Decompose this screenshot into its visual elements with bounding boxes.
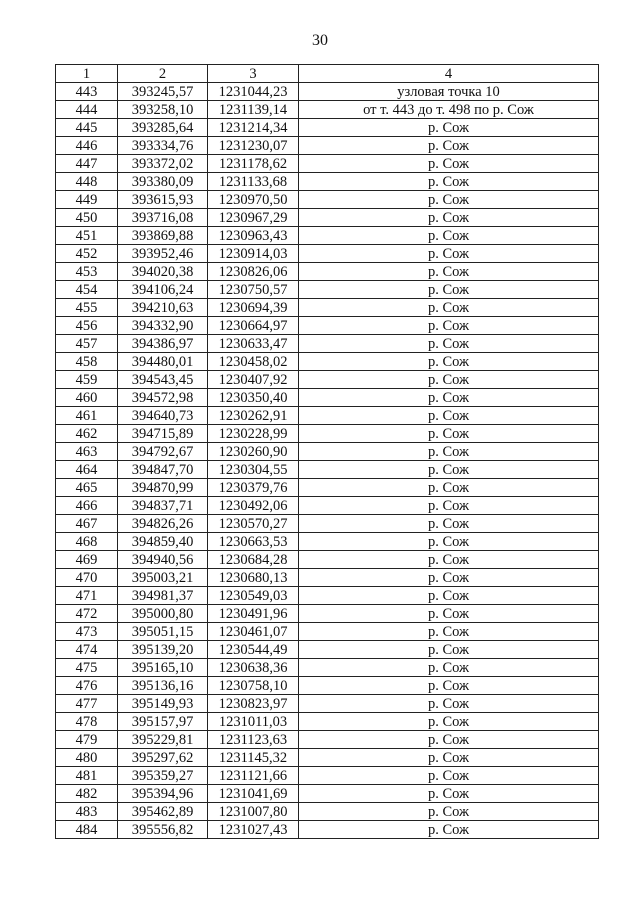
cell-description: р. Сож bbox=[299, 155, 599, 173]
cell-x-coordinate: 393334,76 bbox=[118, 137, 208, 155]
cell-x-coordinate: 395394,96 bbox=[118, 785, 208, 803]
cell-x-coordinate: 395136,16 bbox=[118, 677, 208, 695]
cell-description: р. Сож bbox=[299, 749, 599, 767]
cell-description: р. Сож bbox=[299, 713, 599, 731]
cell-x-coordinate: 395051,15 bbox=[118, 623, 208, 641]
table-row bbox=[56, 533, 599, 551]
cell-point-number: 473 bbox=[56, 623, 118, 641]
cell-x-coordinate: 394106,24 bbox=[118, 281, 208, 299]
header-point-number: 1 bbox=[56, 65, 118, 83]
cell-x-coordinate: 393245,57 bbox=[118, 83, 208, 101]
cell-description: р. Сож bbox=[299, 605, 599, 623]
table-row bbox=[56, 281, 599, 299]
cell-description: р. Сож bbox=[299, 209, 599, 227]
cell-point-number: 458 bbox=[56, 353, 118, 371]
cell-description: р. Сож bbox=[299, 479, 599, 497]
cell-description: р. Сож bbox=[299, 317, 599, 335]
cell-y-coordinate: 1231011,03 bbox=[208, 713, 299, 731]
table-row bbox=[56, 227, 599, 245]
cell-x-coordinate: 395297,62 bbox=[118, 749, 208, 767]
cell-x-coordinate: 394859,40 bbox=[118, 533, 208, 551]
table-row bbox=[56, 353, 599, 371]
table-row bbox=[56, 155, 599, 173]
cell-y-coordinate: 1231139,14 bbox=[208, 101, 299, 119]
cell-y-coordinate: 1231214,34 bbox=[208, 119, 299, 137]
cell-point-number: 483 bbox=[56, 803, 118, 821]
table-row bbox=[56, 407, 599, 425]
cell-x-coordinate: 394640,73 bbox=[118, 407, 208, 425]
cell-y-coordinate: 1230694,39 bbox=[208, 299, 299, 317]
cell-y-coordinate: 1230379,76 bbox=[208, 479, 299, 497]
table-row bbox=[56, 515, 599, 533]
cell-x-coordinate: 393258,10 bbox=[118, 101, 208, 119]
table-row bbox=[56, 803, 599, 821]
cell-x-coordinate: 393285,64 bbox=[118, 119, 208, 137]
cell-point-number: 474 bbox=[56, 641, 118, 659]
cell-point-number: 459 bbox=[56, 371, 118, 389]
table-row bbox=[56, 119, 599, 137]
cell-y-coordinate: 1231041,69 bbox=[208, 785, 299, 803]
table-row bbox=[56, 605, 599, 623]
cell-y-coordinate: 1231133,68 bbox=[208, 173, 299, 191]
table-row bbox=[56, 497, 599, 515]
cell-point-number: 479 bbox=[56, 731, 118, 749]
table-row bbox=[56, 569, 599, 587]
cell-x-coordinate: 394020,38 bbox=[118, 263, 208, 281]
cell-x-coordinate: 393615,93 bbox=[118, 191, 208, 209]
cell-point-number: 453 bbox=[56, 263, 118, 281]
cell-point-number: 445 bbox=[56, 119, 118, 137]
cell-description: р. Сож bbox=[299, 767, 599, 785]
cell-description: р. Сож bbox=[299, 281, 599, 299]
cell-x-coordinate: 394981,37 bbox=[118, 587, 208, 605]
cell-description: р. Сож bbox=[299, 353, 599, 371]
cell-description: р. Сож bbox=[299, 119, 599, 137]
cell-point-number: 482 bbox=[56, 785, 118, 803]
table-row bbox=[56, 695, 599, 713]
cell-point-number: 464 bbox=[56, 461, 118, 479]
cell-y-coordinate: 1231123,63 bbox=[208, 731, 299, 749]
cell-point-number: 448 bbox=[56, 173, 118, 191]
cell-description: р. Сож bbox=[299, 641, 599, 659]
cell-description: от т. 443 до т. 498 по р. Сож bbox=[299, 101, 599, 119]
header-description: 4 bbox=[299, 65, 599, 83]
cell-y-coordinate: 1230750,57 bbox=[208, 281, 299, 299]
cell-description: р. Сож bbox=[299, 227, 599, 245]
cell-description: узловая точка 10 bbox=[299, 83, 599, 101]
table-row bbox=[56, 677, 599, 695]
cell-x-coordinate: 394543,45 bbox=[118, 371, 208, 389]
cell-point-number: 450 bbox=[56, 209, 118, 227]
cell-y-coordinate: 1230914,03 bbox=[208, 245, 299, 263]
cell-y-coordinate: 1230549,03 bbox=[208, 587, 299, 605]
cell-y-coordinate: 1230544,49 bbox=[208, 641, 299, 659]
cell-point-number: 447 bbox=[56, 155, 118, 173]
cell-x-coordinate: 395359,27 bbox=[118, 767, 208, 785]
cell-x-coordinate: 393952,46 bbox=[118, 245, 208, 263]
cell-point-number: 443 bbox=[56, 83, 118, 101]
table-header bbox=[56, 65, 599, 83]
table-row bbox=[56, 785, 599, 803]
cell-x-coordinate: 394870,99 bbox=[118, 479, 208, 497]
cell-point-number: 470 bbox=[56, 569, 118, 587]
cell-y-coordinate: 1230633,47 bbox=[208, 335, 299, 353]
table-row bbox=[56, 713, 599, 731]
cell-point-number: 452 bbox=[56, 245, 118, 263]
cell-point-number: 467 bbox=[56, 515, 118, 533]
table-row bbox=[56, 731, 599, 749]
cell-description: р. Сож bbox=[299, 587, 599, 605]
table-row bbox=[56, 83, 599, 101]
cell-point-number: 481 bbox=[56, 767, 118, 785]
cell-description: р. Сож bbox=[299, 299, 599, 317]
cell-x-coordinate: 394792,67 bbox=[118, 443, 208, 461]
cell-point-number: 484 bbox=[56, 821, 118, 839]
cell-description: р. Сож bbox=[299, 731, 599, 749]
cell-x-coordinate: 394837,71 bbox=[118, 497, 208, 515]
cell-x-coordinate: 393380,09 bbox=[118, 173, 208, 191]
cell-y-coordinate: 1230758,10 bbox=[208, 677, 299, 695]
cell-description: р. Сож bbox=[299, 497, 599, 515]
cell-description: р. Сож bbox=[299, 695, 599, 713]
cell-point-number: 477 bbox=[56, 695, 118, 713]
cell-point-number: 471 bbox=[56, 587, 118, 605]
cell-x-coordinate: 393716,08 bbox=[118, 209, 208, 227]
table-row bbox=[56, 767, 599, 785]
cell-point-number: 460 bbox=[56, 389, 118, 407]
table-row bbox=[56, 209, 599, 227]
cell-y-coordinate: 1230826,06 bbox=[208, 263, 299, 281]
cell-x-coordinate: 394940,56 bbox=[118, 551, 208, 569]
cell-y-coordinate: 1230492,06 bbox=[208, 497, 299, 515]
table-row bbox=[56, 587, 599, 605]
cell-x-coordinate: 395157,97 bbox=[118, 713, 208, 731]
cell-point-number: 466 bbox=[56, 497, 118, 515]
cell-point-number: 456 bbox=[56, 317, 118, 335]
cell-point-number: 465 bbox=[56, 479, 118, 497]
cell-point-number: 475 bbox=[56, 659, 118, 677]
table-row bbox=[56, 191, 599, 209]
cell-description: р. Сож bbox=[299, 389, 599, 407]
cell-description: р. Сож bbox=[299, 659, 599, 677]
table-row bbox=[56, 245, 599, 263]
cell-point-number: 455 bbox=[56, 299, 118, 317]
cell-y-coordinate: 1230963,43 bbox=[208, 227, 299, 245]
cell-description: р. Сож bbox=[299, 425, 599, 443]
table-row bbox=[56, 821, 599, 839]
cell-y-coordinate: 1230491,96 bbox=[208, 605, 299, 623]
cell-description: р. Сож bbox=[299, 569, 599, 587]
cell-point-number: 449 bbox=[56, 191, 118, 209]
table-row bbox=[56, 317, 599, 335]
cell-y-coordinate: 1230461,07 bbox=[208, 623, 299, 641]
cell-description: р. Сож bbox=[299, 785, 599, 803]
header-x-coordinate: 2 bbox=[118, 65, 208, 83]
table-row bbox=[56, 641, 599, 659]
cell-description: р. Сож bbox=[299, 371, 599, 389]
cell-x-coordinate: 394826,26 bbox=[118, 515, 208, 533]
header-row bbox=[56, 65, 599, 83]
cell-description: р. Сож bbox=[299, 137, 599, 155]
cell-x-coordinate: 395139,20 bbox=[118, 641, 208, 659]
table-row bbox=[56, 749, 599, 767]
cell-y-coordinate: 1231121,66 bbox=[208, 767, 299, 785]
cell-description: р. Сож bbox=[299, 551, 599, 569]
cell-y-coordinate: 1230967,29 bbox=[208, 209, 299, 227]
cell-description: р. Сож bbox=[299, 173, 599, 191]
cell-x-coordinate: 394386,97 bbox=[118, 335, 208, 353]
cell-x-coordinate: 395000,80 bbox=[118, 605, 208, 623]
cell-y-coordinate: 1231145,32 bbox=[208, 749, 299, 767]
table-row bbox=[56, 173, 599, 191]
cell-y-coordinate: 1231178,62 bbox=[208, 155, 299, 173]
cell-point-number: 454 bbox=[56, 281, 118, 299]
cell-x-coordinate: 393372,02 bbox=[118, 155, 208, 173]
cell-x-coordinate: 394210,63 bbox=[118, 299, 208, 317]
cell-y-coordinate: 1231230,07 bbox=[208, 137, 299, 155]
cell-description: р. Сож bbox=[299, 515, 599, 533]
cell-y-coordinate: 1230664,97 bbox=[208, 317, 299, 335]
cell-y-coordinate: 1230823,97 bbox=[208, 695, 299, 713]
table-row bbox=[56, 659, 599, 677]
cell-x-coordinate: 395229,81 bbox=[118, 731, 208, 749]
page-number: 30 bbox=[312, 32, 328, 49]
cell-point-number: 472 bbox=[56, 605, 118, 623]
cell-point-number: 462 bbox=[56, 425, 118, 443]
cell-x-coordinate: 395003,21 bbox=[118, 569, 208, 587]
cell-point-number: 457 bbox=[56, 335, 118, 353]
cell-y-coordinate: 1231007,80 bbox=[208, 803, 299, 821]
cell-point-number: 480 bbox=[56, 749, 118, 767]
cell-y-coordinate: 1231044,23 bbox=[208, 83, 299, 101]
cell-y-coordinate: 1230304,55 bbox=[208, 461, 299, 479]
cell-y-coordinate: 1230350,40 bbox=[208, 389, 299, 407]
cell-description: р. Сож bbox=[299, 407, 599, 425]
cell-description: р. Сож bbox=[299, 803, 599, 821]
cell-point-number: 468 bbox=[56, 533, 118, 551]
cell-description: р. Сож bbox=[299, 821, 599, 839]
cell-description: р. Сож bbox=[299, 533, 599, 551]
cell-x-coordinate: 394480,01 bbox=[118, 353, 208, 371]
table-row bbox=[56, 623, 599, 641]
table-body bbox=[56, 83, 599, 839]
cell-y-coordinate: 1231027,43 bbox=[208, 821, 299, 839]
cell-y-coordinate: 1230262,91 bbox=[208, 407, 299, 425]
cell-y-coordinate: 1230680,13 bbox=[208, 569, 299, 587]
table-row bbox=[56, 101, 599, 119]
table-row bbox=[56, 443, 599, 461]
cell-y-coordinate: 1230684,28 bbox=[208, 551, 299, 569]
cell-point-number: 451 bbox=[56, 227, 118, 245]
cell-x-coordinate: 395462,89 bbox=[118, 803, 208, 821]
cell-description: р. Сож bbox=[299, 245, 599, 263]
header-y-coordinate: 3 bbox=[208, 65, 299, 83]
cell-y-coordinate: 1230570,27 bbox=[208, 515, 299, 533]
cell-x-coordinate: 394847,70 bbox=[118, 461, 208, 479]
table-row bbox=[56, 299, 599, 317]
cell-y-coordinate: 1230458,02 bbox=[208, 353, 299, 371]
table-row bbox=[56, 371, 599, 389]
cell-y-coordinate: 1230407,92 bbox=[208, 371, 299, 389]
table-row bbox=[56, 551, 599, 569]
cell-y-coordinate: 1230260,90 bbox=[208, 443, 299, 461]
cell-y-coordinate: 1230970,50 bbox=[208, 191, 299, 209]
cell-point-number: 463 bbox=[56, 443, 118, 461]
cell-x-coordinate: 394332,90 bbox=[118, 317, 208, 335]
cell-description: р. Сож bbox=[299, 443, 599, 461]
table-row bbox=[56, 389, 599, 407]
table-row bbox=[56, 263, 599, 281]
cell-x-coordinate: 394715,89 bbox=[118, 425, 208, 443]
coordinates-table bbox=[55, 64, 599, 839]
cell-point-number: 476 bbox=[56, 677, 118, 695]
cell-x-coordinate: 395149,93 bbox=[118, 695, 208, 713]
cell-point-number: 478 bbox=[56, 713, 118, 731]
table-row bbox=[56, 479, 599, 497]
cell-description: р. Сож bbox=[299, 191, 599, 209]
cell-description: р. Сож bbox=[299, 461, 599, 479]
cell-point-number: 446 bbox=[56, 137, 118, 155]
cell-description: р. Сож bbox=[299, 263, 599, 281]
cell-description: р. Сож bbox=[299, 335, 599, 353]
table-row bbox=[56, 137, 599, 155]
cell-point-number: 444 bbox=[56, 101, 118, 119]
table-row bbox=[56, 461, 599, 479]
table-row bbox=[56, 335, 599, 353]
cell-point-number: 469 bbox=[56, 551, 118, 569]
cell-point-number: 461 bbox=[56, 407, 118, 425]
cell-x-coordinate: 393869,88 bbox=[118, 227, 208, 245]
cell-y-coordinate: 1230228,99 bbox=[208, 425, 299, 443]
cell-description: р. Сож bbox=[299, 677, 599, 695]
cell-x-coordinate: 394572,98 bbox=[118, 389, 208, 407]
cell-x-coordinate: 395556,82 bbox=[118, 821, 208, 839]
cell-x-coordinate: 395165,10 bbox=[118, 659, 208, 677]
cell-description: р. Сож bbox=[299, 623, 599, 641]
table-row bbox=[56, 425, 599, 443]
cell-y-coordinate: 1230663,53 bbox=[208, 533, 299, 551]
cell-y-coordinate: 1230638,36 bbox=[208, 659, 299, 677]
